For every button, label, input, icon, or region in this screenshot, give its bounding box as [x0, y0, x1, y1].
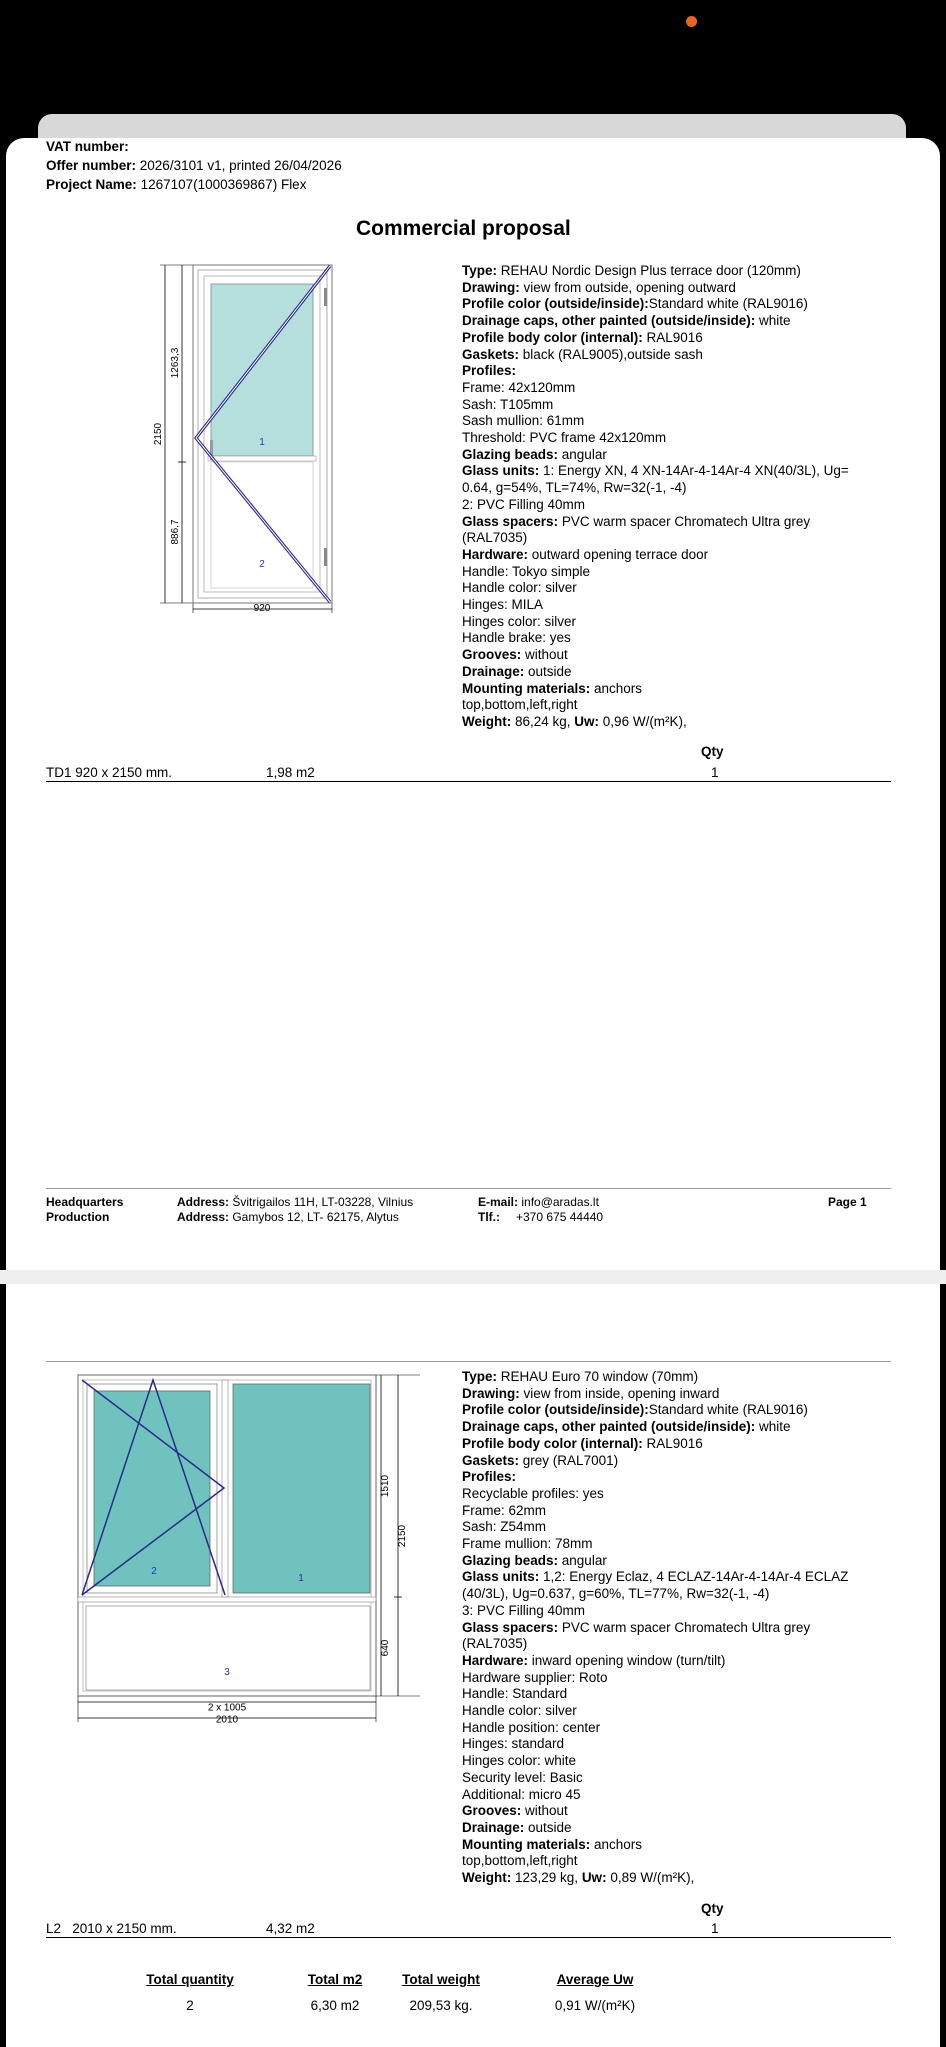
- spec-value: (40/3L), Ug=0.637, g=60%, TL=77%, Rw=32(-1, -4): [462, 1586, 770, 1602]
- spec-label: Profiles:: [462, 1469, 517, 1485]
- spec-line: [462, 1720, 848, 1737]
- spec-line: [462, 1787, 848, 1804]
- spec-line: [462, 1386, 848, 1403]
- footer-production: Production: [46, 1210, 110, 1224]
- separator-line: [46, 781, 891, 782]
- spec-line: [462, 380, 849, 397]
- spec-value: without: [521, 1803, 568, 1819]
- spec-value: Additional: micro 45: [462, 1786, 581, 1802]
- page-number: Page 1: [828, 1195, 867, 1209]
- spec-label: Profile body color (internal):: [462, 1435, 643, 1451]
- spec-line: [462, 1536, 848, 1553]
- footer-phone: Tlf.: +370 675 44440: [478, 1210, 604, 1224]
- spec-value: 123,29 kg,: [511, 1870, 582, 1886]
- spec-label: Hardware:: [462, 546, 529, 562]
- spec-label: Glass spacers:: [462, 513, 559, 529]
- qty-label-1: Qty: [701, 744, 724, 759]
- dim-height-bottom: 640: [380, 1639, 391, 1657]
- spec-label: Profile color (outside/inside):: [462, 296, 649, 312]
- spec-line: [462, 1503, 848, 1520]
- door-drawing: [148, 258, 348, 618]
- spec-value: Frame: 62mm: [462, 1502, 547, 1518]
- spec-value: outward opening terrace door: [528, 546, 709, 562]
- spec-label: Profile color (outside/inside):: [462, 1402, 649, 1418]
- spec-line: [462, 497, 849, 514]
- spec-value: inward opening window (turn/tilt): [528, 1652, 726, 1668]
- spec-line: [462, 480, 849, 497]
- spec-label: Glass spacers:: [462, 1619, 559, 1635]
- spec-value: without: [521, 647, 568, 663]
- sash-number-1: 1: [298, 1573, 304, 1584]
- spec-line: [462, 1419, 848, 1436]
- spec-value: 2: PVC Filling 40mm: [462, 496, 586, 512]
- spec-value: angular: [558, 1552, 607, 1568]
- spec-value: white: [755, 313, 791, 329]
- spec-label: Grooves:: [462, 647, 522, 663]
- spec-line: [462, 363, 849, 380]
- spec-label: Uw:: [581, 1870, 607, 1886]
- qty-label-2: Qty: [701, 1901, 724, 1916]
- spec-line: [462, 1753, 848, 1770]
- spec-value: black (RAL9005),outside sash: [519, 346, 703, 362]
- spec-value: 0,89 W/(m²K),: [606, 1870, 695, 1886]
- spec-line: [462, 630, 849, 647]
- spec-value: Sash: T105mm: [462, 396, 554, 412]
- spec-line: [462, 1519, 848, 1536]
- spec-label: Hardware:: [462, 1652, 529, 1668]
- spec-label: Gaskets:: [462, 1452, 520, 1468]
- spec-value: RAL9016: [642, 1435, 703, 1451]
- spec-value: top,bottom,left,right: [462, 1853, 578, 1869]
- average-uw-value: 0,91 W/(m²K): [554, 1998, 636, 2013]
- item-area-2: 4,32 m2: [266, 1921, 315, 1936]
- spec-line: [462, 430, 849, 447]
- spec-label: Glazing beads:: [462, 446, 559, 462]
- dim-upper-height: 1263,3: [170, 347, 181, 379]
- sash-number-1: 1: [259, 437, 265, 448]
- spec-line: [462, 347, 849, 364]
- spec-line: [462, 1670, 848, 1687]
- total-quantity-label: Total quantity: [146, 1972, 234, 1987]
- spec-value: Handle position: center: [462, 1719, 601, 1735]
- spec-label: Drainage:: [462, 663, 525, 679]
- spec-label: Type:: [462, 263, 498, 278]
- dim-width: 920: [253, 603, 271, 614]
- spec-value: grey (RAL7001): [519, 1452, 619, 1468]
- spec-label: Drawing:: [462, 1385, 520, 1401]
- project-name: Project Name: 1267107(1000369867) Flex: [46, 177, 307, 192]
- spec-label: Profile body color (internal):: [462, 329, 643, 345]
- spec-label: Mounting materials:: [462, 1836, 591, 1852]
- spec-line: [462, 296, 849, 313]
- spec-value: Standard white (RAL9016): [648, 1402, 808, 1418]
- sash-number-2: 2: [259, 559, 265, 570]
- spec-value: Handle color: silver: [462, 580, 577, 596]
- item-qty-1: 1: [711, 765, 719, 780]
- spec-value: Threshold: PVC frame 42x120mm: [462, 430, 667, 446]
- spec-value: (RAL7035): [462, 1636, 528, 1652]
- spec-line: [462, 547, 849, 564]
- footer-email: E-mail: info@aradas.lt: [478, 1195, 599, 1209]
- spec-label: Weight:: [462, 1870, 512, 1886]
- spec-line: [462, 463, 849, 480]
- item-area-1: 1,98 m2: [266, 765, 315, 780]
- spec-line: [462, 280, 849, 297]
- spec-line: [462, 1653, 848, 1670]
- total-m2-value: 6,30 m2: [310, 1998, 360, 2013]
- spec-line: [462, 697, 849, 714]
- spec-value: (RAL7035): [462, 530, 528, 546]
- spec-label: Glass units:: [462, 1569, 540, 1585]
- spec-line: [462, 1870, 848, 1887]
- dim-lower-height: 886,7: [170, 519, 181, 545]
- spec-value: Handle color: silver: [462, 1703, 577, 1719]
- total-quantity-value: 2: [186, 1998, 194, 2013]
- spec-value: Frame mullion: 78mm: [462, 1536, 593, 1552]
- spec-line: [462, 1436, 848, 1453]
- spec-label: Mounting materials:: [462, 680, 591, 696]
- page-title: Commercial proposal: [356, 217, 571, 240]
- spec-line: [462, 1736, 848, 1753]
- spec-line: [462, 1402, 848, 1419]
- window-drawing: [70, 1368, 420, 1730]
- spec-value: Frame: 42x120mm: [462, 379, 576, 395]
- spec-line: [462, 1853, 848, 1870]
- spec-value: Handle: Standard: [462, 1686, 568, 1702]
- spec-label: Drainage:: [462, 1819, 525, 1835]
- footer-prod-address: Address: Gamybos 12, LT- 62175, Alytus: [177, 1210, 399, 1224]
- spec-label: Gaskets:: [462, 346, 520, 362]
- spec-label: Glazing beads:: [462, 1552, 559, 1568]
- spec-value: outside: [524, 663, 572, 679]
- spec-line: [462, 1803, 848, 1820]
- window-spec-list: [462, 1369, 848, 1887]
- spec-value: Hinges color: silver: [462, 613, 577, 629]
- spec-value: view from inside, opening inward: [519, 1385, 720, 1401]
- spec-value: Security level: Basic: [462, 1769, 583, 1785]
- footer-hq-address: Address: Švitrigailos 11H, LT-03228, Vilnius: [177, 1195, 414, 1209]
- spec-line: [462, 1820, 848, 1837]
- spec-label: Profiles:: [462, 363, 517, 379]
- vat-number: VAT number:: [46, 139, 129, 154]
- spec-line: [462, 263, 849, 280]
- spec-line: [462, 530, 849, 547]
- spec-line: [462, 614, 849, 631]
- spec-label: Grooves:: [462, 1803, 522, 1819]
- spec-line: [462, 1620, 848, 1637]
- offer-number: Offer number: 2026/3101 v1, printed 26/04/2026: [46, 158, 342, 173]
- dim-height-top: 1510: [380, 1474, 391, 1498]
- spec-line: [462, 1469, 848, 1486]
- spec-line: [462, 714, 849, 731]
- spec-value: angular: [558, 446, 607, 462]
- spec-label: Drainage caps, other painted (outside/inside):: [462, 1419, 756, 1435]
- spec-value: Recyclable profiles: yes: [462, 1485, 604, 1501]
- spec-value: REHAU Euro 70 window (70mm): [497, 1369, 699, 1384]
- spec-label: Type:: [462, 1369, 498, 1384]
- spec-value: RAL9016: [642, 329, 703, 345]
- spec-value: Hardware supplier: Roto: [462, 1669, 608, 1685]
- spec-value: white: [755, 1419, 791, 1435]
- spec-value: Hinges: MILA: [462, 597, 544, 613]
- spec-label: Uw:: [574, 713, 600, 729]
- spec-value: REHAU Nordic Design Plus terrace door (120mm): [497, 263, 801, 278]
- dim-width-parts: 2 x 1005: [207, 1702, 247, 1714]
- spec-value: PVC warm spacer Chromatech Ultra grey: [558, 513, 811, 529]
- item-code-1: TD1 920 x 2150 mm.: [46, 765, 173, 780]
- spec-value: Standard white (RAL9016): [648, 296, 808, 312]
- average-uw-label: Average Uw: [556, 1972, 634, 1987]
- item-code-2: L2 2010 x 2150 mm.: [46, 1921, 177, 1936]
- item-qty-2: 1: [711, 1921, 719, 1936]
- total-weight-value: 209,53 kg.: [409, 1998, 473, 2013]
- spec-value: Hinges: standard: [462, 1736, 565, 1752]
- spec-line: [462, 1636, 848, 1653]
- top-line-page-2: [46, 1361, 891, 1362]
- spec-value: anchors: [590, 1836, 643, 1852]
- spec-line: [462, 1569, 848, 1586]
- spec-value: 1,2: Energy Eclaz, 4 ECLAZ-14Ar-4-14Ar-4 ECLAZ: [539, 1569, 849, 1585]
- spec-line: [462, 1837, 848, 1854]
- spec-value: PVC warm spacer Chromatech Ultra grey: [558, 1619, 811, 1635]
- footer-hq: Headquarters: [46, 1195, 124, 1209]
- spec-value: 86,24 kg,: [511, 713, 575, 729]
- spec-line: [462, 580, 849, 597]
- page-gap: [0, 1270, 946, 1284]
- spec-line: [462, 514, 849, 531]
- spec-line: [462, 1686, 848, 1703]
- spec-label: Glass units:: [462, 463, 540, 479]
- spec-value: Hinges color: white: [462, 1753, 577, 1769]
- spec-line: [462, 1770, 848, 1787]
- spec-line: [462, 647, 849, 664]
- spec-line: [462, 1703, 848, 1720]
- dim-height: 2150: [153, 422, 164, 446]
- panel-number-3: 3: [224, 1667, 230, 1678]
- total-weight-label: Total weight: [402, 1972, 480, 1987]
- spec-label: Weight:: [462, 713, 512, 729]
- total-m2-label: Total m2: [307, 1972, 363, 1987]
- sash-number-2: 2: [151, 1566, 157, 1577]
- spec-value: anchors: [590, 680, 643, 696]
- spec-line: [462, 681, 849, 698]
- spec-label: Drainage caps, other painted (outside/inside):: [462, 313, 756, 329]
- separator-line-2: [46, 1937, 891, 1938]
- spec-line: [462, 1586, 848, 1603]
- footer-line: [46, 1188, 891, 1189]
- dim-height-total: 2150: [397, 1524, 408, 1548]
- spec-value: 0,96 W/(m²K),: [599, 713, 687, 729]
- spec-line: [462, 1369, 848, 1386]
- spec-value: 3: PVC Filling 40mm: [462, 1602, 586, 1618]
- status-dot: [686, 16, 697, 27]
- spec-value: 0.64, g=54%, TL=74%, Rw=32(-1, -4): [462, 480, 687, 496]
- spec-value: Handle brake: yes: [462, 630, 571, 646]
- spec-line: [462, 397, 849, 414]
- spec-label: Drawing:: [462, 279, 520, 295]
- spec-line: [462, 597, 849, 614]
- spec-line: [462, 1486, 848, 1503]
- dim-width-total: 2010: [215, 1714, 239, 1726]
- spec-value: Sash: Z54mm: [462, 1519, 547, 1535]
- spec-value: 1: Energy XN, 4 XN-14Ar-4-14Ar-4 XN(40/3L), Ug=: [539, 463, 849, 479]
- spec-value: Sash mullion: 61mm: [462, 413, 585, 429]
- spec-line: [462, 1553, 848, 1570]
- spec-line: [462, 330, 849, 347]
- spec-line: [462, 313, 849, 330]
- spec-value: view from outside, opening outward: [519, 279, 736, 295]
- spec-line: [462, 1453, 848, 1470]
- spec-line: [462, 413, 849, 430]
- spec-value: outside: [524, 1819, 572, 1835]
- door-spec-list: [462, 263, 849, 731]
- spec-line: [462, 447, 849, 464]
- spec-value: Handle: Tokyo simple: [462, 563, 591, 579]
- spec-line: [462, 1603, 848, 1620]
- spec-line: [462, 664, 849, 681]
- spec-line: [462, 564, 849, 581]
- spec-value: top,bottom,left,right: [462, 697, 578, 713]
